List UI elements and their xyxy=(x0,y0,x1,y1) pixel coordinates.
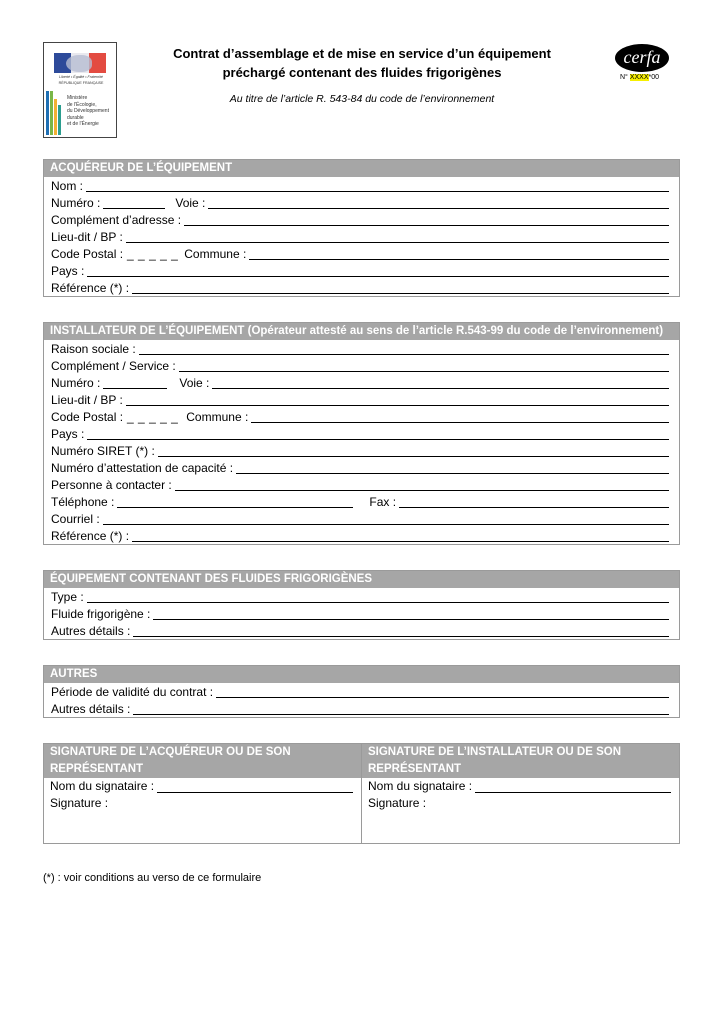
autres-periode-field[interactable]: Période de validité du contrat : xyxy=(44,683,679,700)
ministry-stripes-icon xyxy=(46,91,64,135)
acquereur-signataire-field[interactable]: Nom du signataire : xyxy=(44,778,361,795)
signature-installateur xyxy=(361,744,679,843)
acquereur-complement-field[interactable]: Complément d’adresse : xyxy=(44,211,679,228)
installateur-siret-field[interactable]: Numéro SIRET (*) : xyxy=(44,442,679,459)
acquereur-reference-field[interactable]: Référence (*) : xyxy=(44,279,679,296)
acquereur-lieudit-field[interactable]: Lieu-dit / BP : xyxy=(44,228,679,245)
equipement-autres-field[interactable]: Autres détails : xyxy=(44,622,679,639)
ministry-name: Ministère de l'Écologie, du Développement durable et de l'Énergie xyxy=(67,95,109,128)
cerfa-logo: cerfa xyxy=(615,44,669,72)
installateur-numero-voie-field[interactable]: Numéro : Voie : xyxy=(44,374,679,391)
installateur-pays-field[interactable]: Pays : xyxy=(44,425,679,442)
logo-republic: RÉPUBLIQUE FRANÇAISE xyxy=(58,81,104,85)
page-title: Contrat d’assemblage et de mise en service d’un équipement préchargé contenant des fluides frigorigènes xyxy=(173,46,551,80)
section-heading: ÉQUIPEMENT CONTENANT DES FLUIDES FRIGORIGÈNES xyxy=(44,571,679,588)
installateur-signataire-field[interactable]: Nom du signataire : xyxy=(362,778,679,795)
page-subtitle: Au titre de l’article R. 543-84 du code de l’environnement xyxy=(229,93,495,105)
installateur-contact-field[interactable]: Personne à contacter : xyxy=(44,476,679,493)
installateur-telephone-fax-field[interactable]: Téléphone : Fax : xyxy=(44,493,679,510)
installateur-codepostal-commune-field[interactable]: Code Postal : _ _ _ _ _ Commune : xyxy=(44,408,679,425)
installateur-raison-sociale-field[interactable]: Raison sociale : xyxy=(44,340,679,357)
installateur-complement-field[interactable]: Complément / Service : xyxy=(44,357,679,374)
installateur-attestation-field[interactable]: Numéro d’attestation de capacité : xyxy=(44,459,679,476)
equipement-fluide-field[interactable]: Fluide frigorigène : xyxy=(44,605,679,622)
acquereur-pays-field[interactable]: Pays : xyxy=(44,262,679,279)
cerfa-number: N° XXXX*00 xyxy=(620,74,660,81)
installateur-reference-field[interactable]: Référence (*) : xyxy=(44,527,679,544)
equipement-type-field[interactable]: Type : xyxy=(44,588,679,605)
section-heading: AUTRES xyxy=(44,666,679,683)
footnote: (*) : voir conditions au verso de ce formulaire xyxy=(43,872,262,884)
signature-section xyxy=(43,743,680,844)
marianne-flag-icon xyxy=(54,53,106,73)
acquereur-signature-field[interactable]: Signature : xyxy=(50,796,109,810)
autres-details-field[interactable]: Autres détails : xyxy=(44,700,679,717)
equipement-section xyxy=(43,570,680,640)
marianne-logo xyxy=(43,42,117,138)
logo-motto: Liberté • Égalité • Fraternité xyxy=(59,75,103,79)
autres-section xyxy=(43,665,680,718)
acquereur-nom-field[interactable]: Nom : xyxy=(44,177,679,194)
section-heading: ACQUÉREUR DE L’ÉQUIPEMENT xyxy=(44,160,679,177)
section-heading: SIGNATURE DE L’INSTALLATEUR OU DE SON REPRÉSENTANT xyxy=(362,744,679,778)
signature-acquereur xyxy=(44,744,361,843)
acquereur-numero-voie-field[interactable]: Numéro : Voie : xyxy=(44,194,679,211)
installateur-lieudit-field[interactable]: Lieu-dit / BP : xyxy=(44,391,679,408)
installateur-signature-field[interactable]: Signature : xyxy=(368,796,427,810)
acquereur-codepostal-commune-field[interactable]: Code Postal : _ _ _ _ _ Commune : xyxy=(44,245,679,262)
installateur-section xyxy=(43,322,680,545)
section-heading: SIGNATURE DE L’ACQUÉREUR OU DE SON REPRÉSENTANT xyxy=(44,744,361,778)
installateur-courriel-field[interactable]: Courriel : xyxy=(44,510,679,527)
acquereur-section xyxy=(43,159,680,297)
section-heading: INSTALLATEUR DE L’ÉQUIPEMENT (Opérateur attesté au sens de l’article R.543-99 du code de l’environnement) xyxy=(44,323,679,340)
